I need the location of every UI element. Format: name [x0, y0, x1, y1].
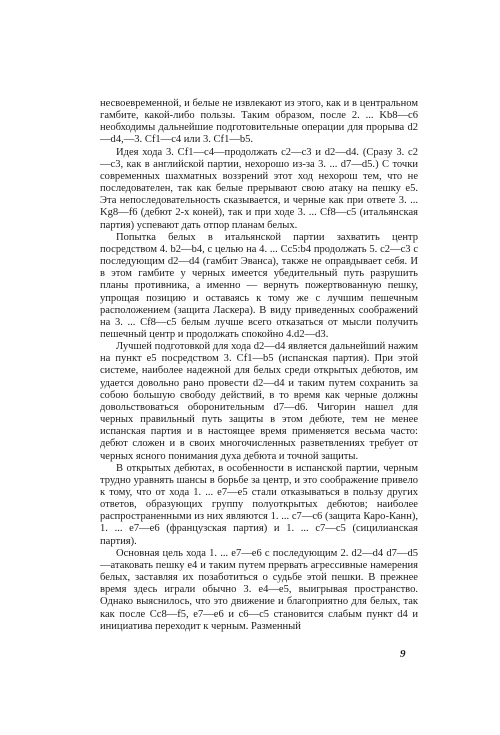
- paragraph: несвоевременной, и белые не извлекают из этого, как и в центральном гамбите, какой-либо пользы. Таким образом, после 2. ... Kb8—c6 необходимы дальнейшие подготовительные операции для прорыва d2—d4,—3. Cf1—c4 или 3. Cf1—b5.: [100, 98, 418, 146]
- paragraph: Основная цель хода 1. ... e7—e6 с последующим 2. d2—d4 d7—d5—атаковать пешку e4 и таким путем прервать агрессивные намерения белых, заставляя их позаботиться о судьбе этой пешки. В прежнее время здесь играли обычно 3. e4—e5, выигрывая пространство. Однако выяснилось, что это движение и благоприятно для белых, так как после Cc8—f5, e7—e6 и c6—c5 становится слабым пункт d4 и инициатива переходит к черным. Разменный: [100, 547, 418, 632]
- body-text: [100, 98, 418, 633]
- paragraph: Лучшей подготовкой для хода d2—d4 является дальнейший нажим на пункт e5 посредством 3. Cf1—b5 (испанская партия). При этой системе, наиболее надежной для белых среди открытых дебютов, им удается довольно рано провести d2—d4 и таким путем сохранить за собою большую свободу действий, в то время как черные должны довольствоваться оборонительным d7—d6. Чигорин нашел для черных правильный путь защиты в этом дебюте, тем не менее испанская партия и в настоящее время применяется весьма часто: дебют сложен и в своих многочисленных разветвлениях требует от черных ясного понимания духа дебюта и точной защиты.: [100, 341, 418, 462]
- page-number: 9: [400, 648, 406, 660]
- paragraph: Идея хода 3. Cf1—c4—продолжать c2—c3 и d2—d4. (Сразу 3. c2—c3, как в английской партии, нехорошо из-за 3. ... d7—d5.) С точки современных шахматных воззрений этот ход нехорош тем, что не последователен, так как белые прерывают свою атаку на пешку e5. Эта непоследовательность сказывается, и черные как при ответе 3. ... Kg8—f6 (дебют 2-х коней), так и при ходе 3. ... Cf8—c5 (итальянская партия) успевают дать отпор планам белых.: [100, 146, 418, 231]
- paragraph: В открытых дебютах, в особенности в испанской партии, черным трудно уравнять шансы в борьбе за центр, и это соображение привело к тому, что от хода 1. ... e7—e5 стали отказываться в пользу других ответов, образующих группу полуоткрытых дебютов; наиболее распространенными из них являются 1. ... c7—c6 (защита Каро-Канн), 1. ... e7—e6 (французская партия) и 1. ... c7—c5 (сицилианская партия).: [100, 462, 418, 547]
- paragraph: Попытка белых в итальянской партии захватить центр посредством 4. b2—b4, с целью на 4. ... Cc5:b4 продолжать 5. c2—c3 с последующим d2—d4 (гамбит Эванса), также не оправдывает себя. И в этом гамбите у черных имеется убедительный путь разрушить планы противника, а именно — вернуть пожертвованную пешку, упрощая позицию и оставаясь к тому же с лучшим пешечным расположением (защита Ласкера). В виду приведенных соображений на 3. ... Cf8—c5 белым лучше всего отказаться от мысли получить пешечный центр и продолжать спокойно 4.d2—d3.: [100, 231, 418, 340]
